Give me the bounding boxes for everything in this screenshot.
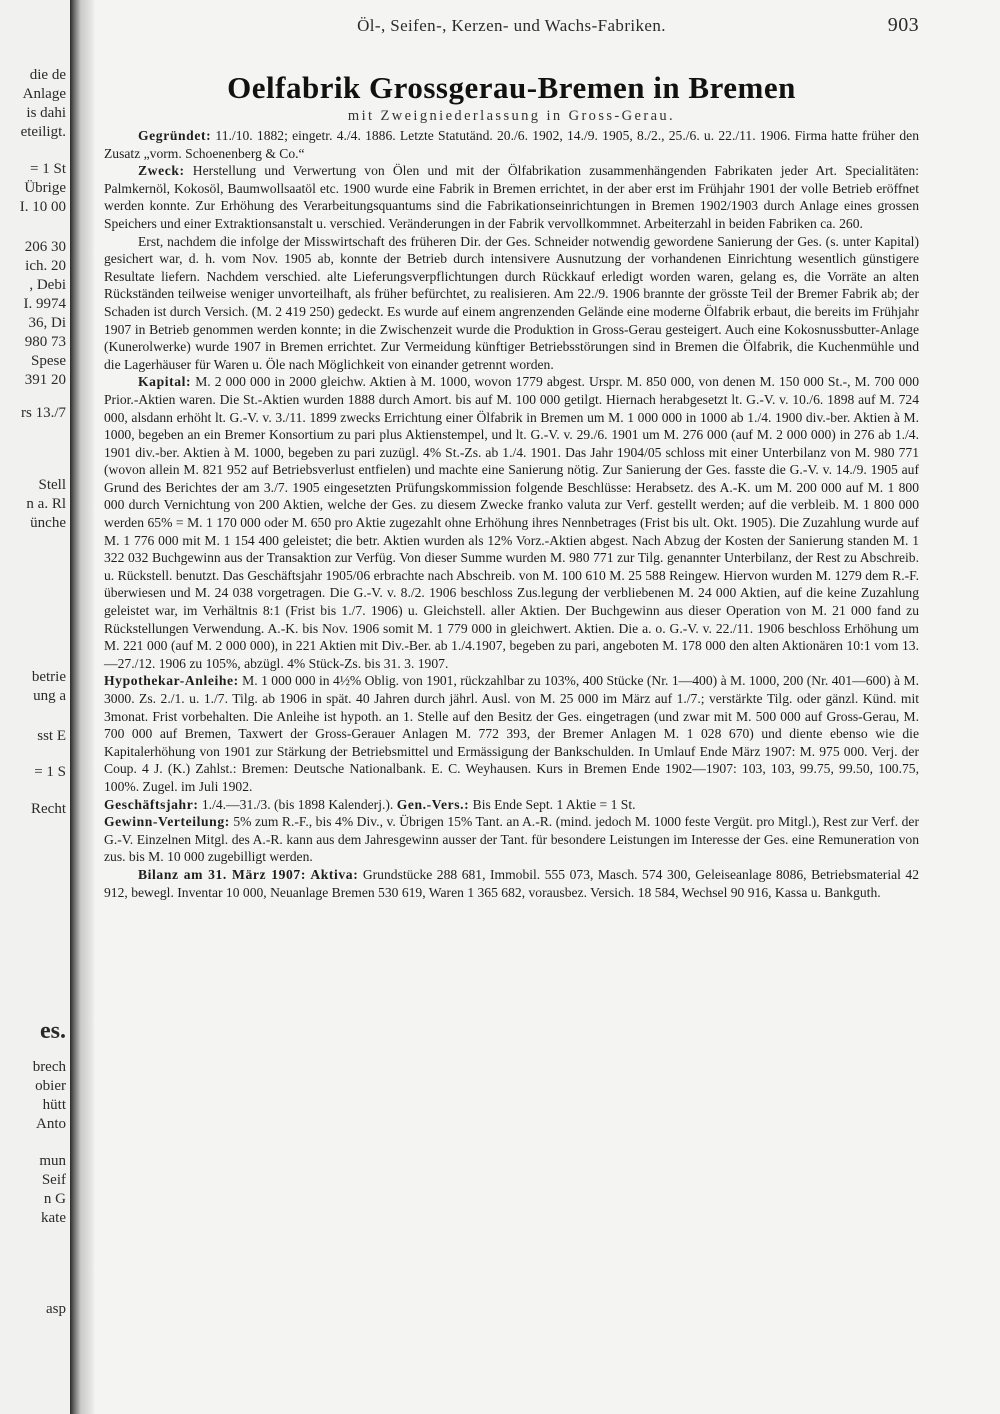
kapital-text: M. 2 000 000 in 2000 gleichw. Aktien à M. 1000, wovon 1779 abgest. Urspr. M. 850 000, von denen M. 150 000 St.-, M. 700 000 Prior.-Aktien waren. Die St.-Aktien wurden 1888 durch Amort. bis auf M. 100 000 getilgt. Hiernach herabgesetzt lt. G.-V. v. 10./6. 1898 auf M. 724 000, alsdann erhöht lt. G.-V. v. 3./11. 1899 zwecks Errichtung einer Ölfabrik in Bremen um M. 1 000 000 in 1000 ab 1./4. 1900 div.-ber. Aktien à M. 1000, begeben an ein Bremer Konsortium zu pari plus Aktienstempel, und lt. G.-V. v. 29./6. 1901 um M. 276 000 (auf M. 2 000 000) in 276 ab 1./4. 1901 div.-ber. Aktien à M. 1000, begeben zu pari zuzügl. 4% St.-Zs. ab 1./4. 1901. Das Jahr 1904/05 schloss mit einer Unterbilanz von M. 980 771 (wovon allein M. 821 952 auf Betriebsverlust entfielen) und machte eine Sanierung nötig. Zur Sanierung der Ges. fasste die G.-V. v. 14./9. 1905 auf Grund des Berichtes der am 3./7. 1905 eingesetzten Prüfungskommission folgende Beschlüsse: Herabsetz. des A.-K. um M. 200 000 auf M. 1 800 000 durch Vernichtung von 200 Aktien, welche der Ges. zu diesem Zwecke franko valuta zur Verf. gestellt werden; auf die verbleib. M. 1 800 000 werden 65% = M. 1 170 000 oder M. 650 pro Aktie zugezahlt ohne Erhöhung ihres Nennbetrages (Frist bis ult. Okt. 1905). Die Zuzahlung wurde auf M. 1 776 000 mit M. 1 154 400 geleistet; die betr. Aktien wurden als 12% Vorz.-Aktien abgest. Nach Abzug der Kosten der Sanierung standen M. 1 322 032 Buchgewinn aus der Transaktion zur Verfüg. Von dieser Summe wurden M. 980 771 zur Tilg. genannter Unterbilanz, der Rest zu Abschreib. u. Rückstell. benutzt. Das Geschäftsjahr 1905/06 erbrachte nach Abschreib. von M. 100 610 M. 25 588 Reingew. Hiervon wurden M. 1279 dem R.-F. überwiesen und M. 24 038 vorgetragen. Die G.-V. v. 8./2. 1906 beschloss Zus.legung der verbliebenen M. 24 000 Aktien, auf die keine Zuzahlung geleistet war, im Verhältnis 8:1 (Frist bis 1./7. 1906) u. Gleichstell. aller Aktien. Der Buchgewinn aus dieser Operation von M. 21 000 fand zu Rückstellungen Verwendung. A.-K. bis Nov. 1906 somit M. 1 779 000 in gleichwert. Aktien. Die a. o. G.-V. v. 22./11. 1906 beschloss Erhöhung um M. 221 000 (auf M. 2 000 000), in 221 Aktien mit Div.-Ber. ab 1./4.1907, begeben zu pari, angeboten M. 178 000 den alten Aktionären 10:1 vom 13.—27./12. 1906 zu 105%, abzügl. 4% Stück-Zs. bis 31. 3. 1907. [104,374,919,671]
margin-fragment: sst E [37,728,66,744]
book-gutter-shadow [70,0,94,1414]
margin-fragment: , Debi [29,277,66,293]
margin-fragment: Spese [31,353,66,369]
margin-fragment: Anlage [22,86,66,102]
margin-fragment: I. 9974 [23,296,66,312]
kapital-label: Kapital: [138,374,192,390]
running-head [104,14,919,40]
margin-fragment: brech [32,1059,66,1075]
gen-vers-label: Gen.-Vers.: [396,796,470,812]
gewinn-label: Gewinn-Verteilung: [104,814,230,830]
zweck-label: Zweck: [138,163,185,179]
entry-body [104,127,919,901]
bilanz-label: Bilanz am 31. März 1907: [138,866,306,882]
geschaeftsjahr-label: Geschäftsjahr: [104,796,199,812]
section-kapital [104,373,919,672]
previous-page-margin [0,0,70,1414]
gegruendet-label: Gegründet: [138,128,212,143]
margin-fragment: rs 13./7 [21,405,66,421]
margin-fragment: Übrige [24,180,66,196]
margin-fragment: I. 10 00 [19,199,66,215]
margin-fragment: 980 73 [24,334,66,350]
margin-fragment: hütt [42,1097,66,1113]
margin-fragment: 391 20 [24,372,66,388]
company-title: Oelfabrik Grossgerau-Bremen in Bremen [227,70,796,105]
margin-fragment: die de [29,67,66,83]
hypothek-label: Hypothekar-Anleihe: [104,673,239,689]
margin-fragment: ung a [33,688,66,704]
margin-fragment: obier [35,1078,66,1094]
section-hypothek [104,672,919,795]
margin-fragment: ünche [30,515,66,531]
margin-fragment: Recht [31,801,66,817]
margin-fragment: ich. 20 [25,258,66,274]
bilanz-text: Grundstücke 288 681, Immobil. 555 073, Masch. 574 300, Geleiseanlage 8086, Betriebsmaterial 42 912, bewegl. Inventar 10 000, Neuanlage Bremen 530 619, Waren 1 365 682, vorausbez. Versich. 18 584, Wechsel 90 916, Kassa u. Bankguth. [104,866,920,900]
history-text: Erst, nachdem die infolge der Misswirtschaft des früheren Dir. der Ges. Schneider notwendig gewordene Sanierung der Ges. (s. unter Kapital) gesichert war, d. h. vom Nov. 1905 ab, konnte der Betrieb durch intensivere Ausnutzung der vorhandenen Einrichtung wesentlich günstigere Resultate liefern. Nachdem verschied. alte Lieferungsverpflichtungen durch Rückkauf erledigt worden waren, gelang es, die Vorräte an alten Rückständen teilweise weniger unvorteilhaft, als früher befürchtet, zu realisieren. Am 22./9. 1906 brannte der grösste Teil der Bremer Fabrik ab; der Schaden ist durch Versich. (M. 2 419 250) gedeckt. Es wurde auf einem angrenzenden Gelände eine moderne Ölfabrik erbaut, die bereits im Frühjahr 1907 in Betrieb genommen werden konnte; in die Zwischenzeit wurde die Produktion in Gross-Gerau gesteigert. Auch eine Kokosnussbutter-Anlage (Kunerolwerke) wurde 1907 in Bremen errichtet. Zur Vermeidung künftiger Betriebsstörungen sind in Bremen die Ölfabrik, die Kuchenmühle und die Lagerhäuser für Waren u. Öle nach Möglichkeit von einander getrennt worden. [104,233,919,372]
hypothek-text: M. 1 000 000 in 4½% Oblig. von 1901, rückzahlbar zu 103%, 400 Stücke (Nr. 1—400) à M. 1000, 200 (Nr. 401—600) à M. 3000. Zs. 2./1. u. 1./7. Tilg. ab 1906 in spät. 40 Jahren durch jährl. Ausl. von M. 25 000 im März auf 1./7.; verstärkte Tilg. oder gänzl. Künd. mit 3monat. Frist vorbehalten. Die Anleihe ist hypoth. an 1. Stelle auf den Besitz der Ges. eingetragen (und zwar mit M. 500 000 auf Gross-Gerau, M. 700 000 auf Bremen, Taxwert der Gross-Gerauer Anlagen M. 772 393, der Bremer Anlagen M. 1 028 670) und diente ebenso wie die Kapitalerhöhung von 1901 zur Stärkung der Betriebsmittel und Ermässigung der Bankschulden. In Umlauf Ende März 1907: M. 975 000. Verj. der Coup. 4 J. (K.) Zahlst.: Bremen: Deutsche Nationalbank. E. C. Weyhausen. Kurs in Bremen Ende 1902—1907: 103, 103, 99.75, 99.50, 100.75, 100%. Zugel. im Juli 1902. [104,673,919,794]
gewinn-text: 5% zum R.-F., bis 4% Div., v. Übrigen 15% Tant. an A.-R. (mind. jedoch M. 1000 feste Vergüt. pro Mitgl.), Rest zur Verf. der G.-V. Einzelnen Mitgl. des A.-R. kann aus dem Jahresgewinn ausser der Tant. für besondere Leistungen im Interesse der Ges. eine Remuneration von zus. bis M. 10 000 zugebilligt werden. [104,814,919,865]
margin-fragment: kate [41,1210,66,1226]
zweck-text: Herstellung und Verwertung von Ölen und mit der Ölfabrikation zusammenhängenden Fabrikaten jeder Art. Specialitäten: Palmkernöl, Kokosöl, Baumwollsaatöl etc. 1900 wurde eine Fabrik in Bremen errichtet, in der aber erst im Frühjahr 1901 der volle Betrieb eröffnet werden konnte. Zur Erhöhung des Verarbeitungsquantums sind die Fabrikationseinrichtungen in Bremen 1902/1903 durch Anlage eines grossen Speichers und einer Extraktionsanstalt u. verschied. Veränderungen in der Fabrik vervollkommnet. Arbeiterzahl in beiden Fabriken ca. 260. [104,163,919,231]
margin-fragment: n G [43,1191,66,1207]
margin-fragment: n a. Rl [26,496,66,512]
section-zweck [104,162,919,232]
document-page [104,14,919,901]
margin-fragment: Seif [41,1172,66,1188]
margin-fragment: is dahi [26,105,66,121]
page-number: 903 [887,14,919,36]
aktiva-label: Aktiva: [305,866,359,882]
margin-fragment: 36, Di [28,315,66,331]
section-gewinn [104,813,919,866]
margin-fragment: 206 30 [24,239,66,255]
margin-fragment: betrie [31,669,66,685]
company-subtitle: mit Zweigniederlassung in Gross-Gerau. [347,108,676,124]
margin-fragment: Anto [36,1116,66,1132]
section-history [104,233,919,374]
geschaeftsjahr-text: 1./4.—31./3. (bis 1898 Kalenderj.). [198,796,397,812]
running-head-title: Öl-, Seifen-, Kerzen- und Wachs-Fabriken. [357,16,666,35]
margin-fragment: Stell [38,477,66,493]
margin-fragment: asp [46,1301,66,1317]
margin-fragment: = 1 S [34,764,66,780]
margin-fragment: = 1 St [30,161,66,177]
section-bilanz [104,866,919,901]
gegruendet-text: 11./10. 1882; eingetr. 4./4. 1886. Letzte Statutänd. 20./6. 1902, 14./9. 1905, 8./2., 25./6. u. 22./11. 1906. Firma hatte früher den Zusatz „vorm. Schoenenberg & Co.“ [104,128,919,161]
gen-vers-text: Bis Ende Sept. 1 Aktie = 1 St. [469,796,636,812]
section-gegruendet [104,127,919,162]
margin-fragment: es. [40,1018,66,1044]
margin-fragment: mun [39,1153,66,1169]
section-geschaeftsjahr [104,796,919,814]
margin-fragment: eteiligt. [20,124,66,140]
